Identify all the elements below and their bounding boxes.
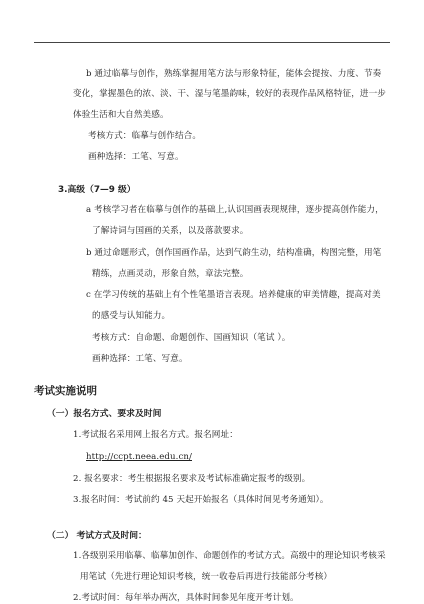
section1-heading: （一）报名方式、要求及时间	[47, 409, 162, 419]
advanced-b-line-2: 精练，点画灵动，形象自然，章法完整。	[92, 269, 249, 279]
intermediate-b-line-3: 体验生活和大自然美感。	[73, 110, 169, 120]
advanced-heading: 3.高级（7—9 级）	[58, 185, 136, 195]
section2-item2: 2.考试时间：每年举办两次，具体时间参见年度开考计划。	[73, 593, 299, 603]
section2-heading: （二） 考试方式及时间：	[47, 531, 147, 541]
header-rule	[34, 42, 390, 43]
section2-item1-line-2: 用笔试（先进行理论知识考核，统一收卷后再进行技能部分考核）	[80, 572, 333, 582]
section2-item1-line-1: 1.各级别采用临摹、临摹加创作、命题创作的考试方式。高级中的理论知识考核采	[73, 551, 386, 561]
advanced-method: 考核方式：自命题、命题创作、国画知识（笔试 ）。	[92, 333, 291, 343]
intermediate-method: 考核方式：临摹与创作结合。	[88, 131, 202, 141]
section1-item1: 1.考试报名采用网上报名方式。报名网址：	[73, 430, 238, 440]
advanced-b-line-1: b 通过命题形式，创作国画作品，达到气韵生动，结构准确，构图完整，用笔	[86, 248, 382, 258]
section1-item2: 2. 报名要求：考生根据报名要求及考试标准确定报考的级别。	[73, 474, 311, 484]
advanced-c-line-2: 的感受与认知能力。	[92, 311, 171, 321]
exam-title: 考试实施说明	[34, 385, 97, 397]
registration-url-link[interactable]: http://ccpt.neea.edu.cn/	[86, 452, 192, 462]
advanced-a-line-1: a 考核学习者在临摹与创作的基础上,认识国画表现规律，逐步提高创作能力，	[86, 205, 384, 215]
advanced-a-line-2: 了解诗词与国画的关系，以及落款要求。	[92, 226, 249, 236]
intermediate-b-line-2: 变化，掌握墨色的浓、淡、干、湿与笔墨韵味，较好的表现作品风格特征，进一步	[73, 89, 386, 99]
section1-item3: 3.报名时间：考试前约 45 天起开始报名（具体时间见考务通知）。	[73, 495, 329, 505]
intermediate-genre: 画种选择：工笔、写意。	[88, 152, 184, 162]
advanced-c-line-1: c 在学习传统的基础上有个性笔墨语言表现。培养健康的审美情趣，提高对美	[86, 290, 381, 300]
intermediate-b-line-1: b 通过临摹与创作，熟练掌握用笔方法与形象特征，能体会提按、力度、节奏	[86, 69, 382, 79]
advanced-genre: 画种选择：工笔、写意。	[92, 354, 188, 364]
